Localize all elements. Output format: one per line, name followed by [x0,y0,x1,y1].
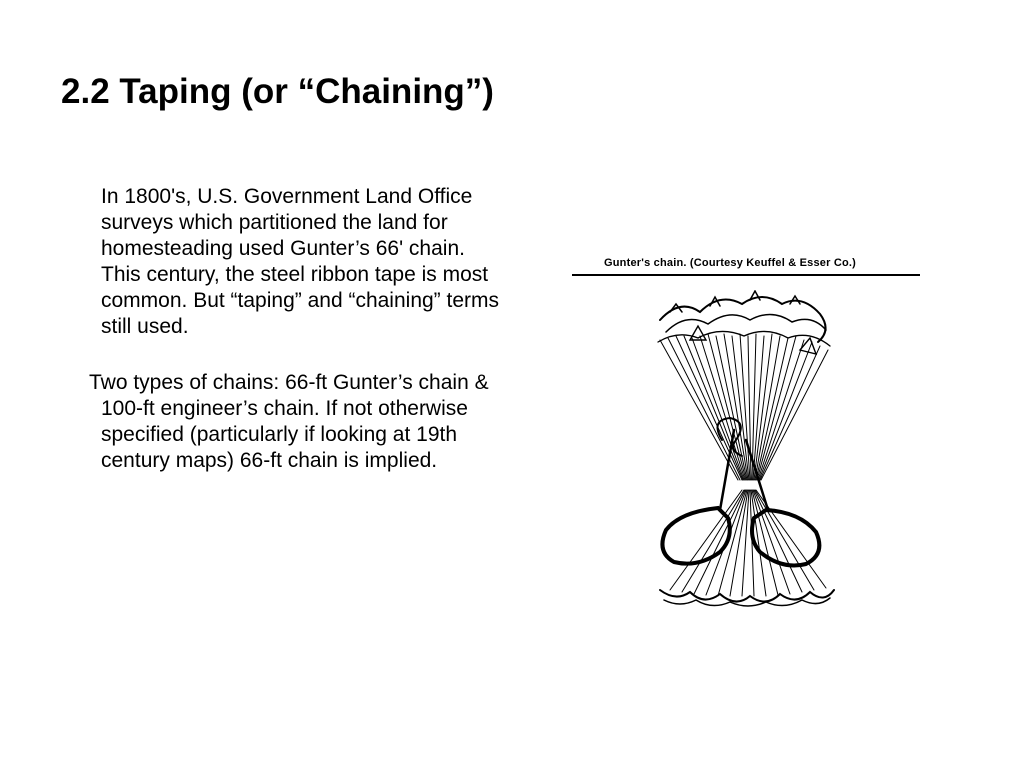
gunters-chain-figure [570,252,920,612]
body-text [89,184,501,474]
slide-title: 2.2 Taping (or “Chaining”) [61,72,494,111]
caption-rule [572,274,920,276]
figure-caption: Gunter's chain. (Courtesy Keuffel & Esser Co.) [604,257,857,269]
gunters-chain-icon [650,290,840,610]
paragraph-history: In 1800's, U.S. Government Land Office surveys which partitioned the land for homesteading used Gunter’s 66' chain. This century, the steel ribbon tape is most common. But “taping” and “chaining” terms still used. [101,185,500,338]
paragraph-chain-types: Two types of chains: 66-ft Gunter’s chain & 100-ft engineer’s chain. If not otherwise specified (particularly if looking at 19th century maps) 66-ft chain is implied. [89,371,489,472]
